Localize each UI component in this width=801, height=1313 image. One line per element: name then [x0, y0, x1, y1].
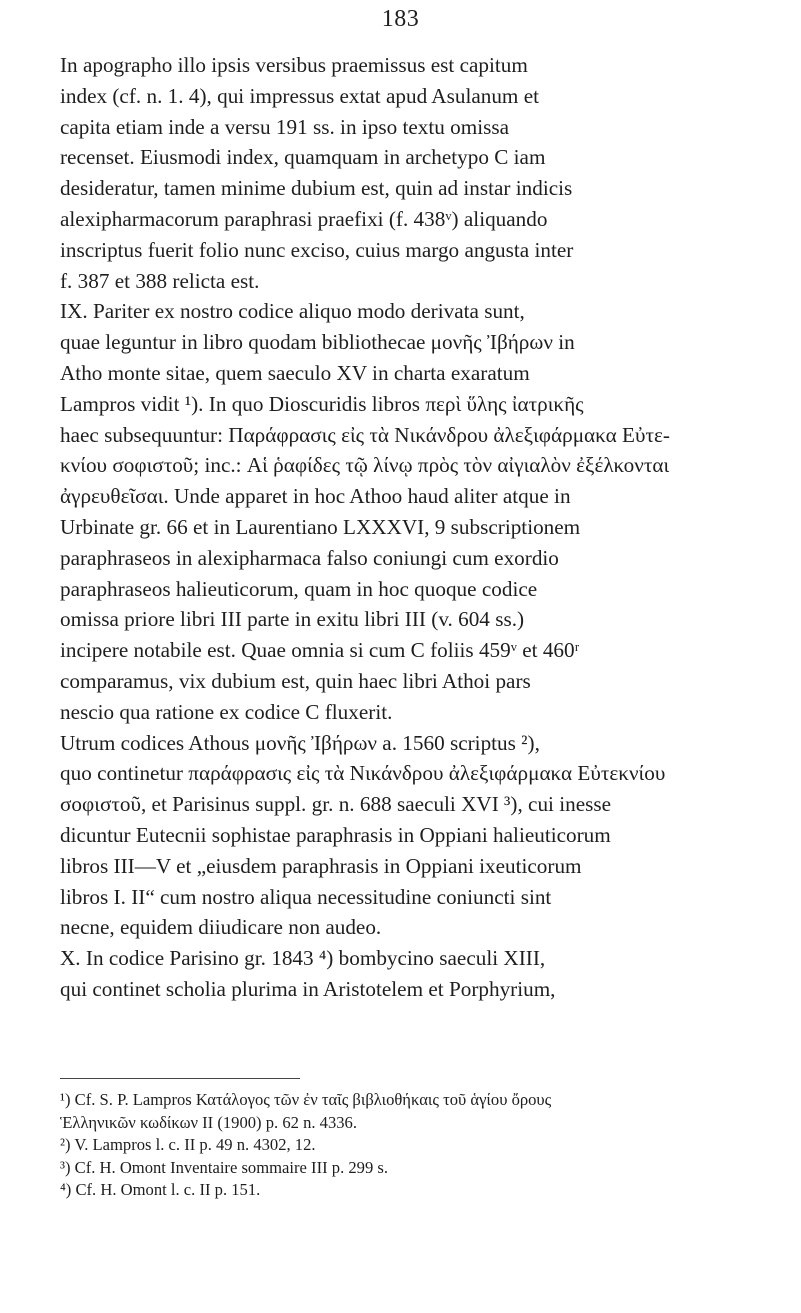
footnote-line: ¹) Cf. S. P. Lampros Κατάλογος τῶν ἐν ταῖς βιβλιοθήκαις τοῦ ἁγίου ὄρους — [60, 1090, 552, 1109]
text-line: quae leguntur in libro quodam bibliothecae μονῆς Ἰβήρων in — [60, 330, 575, 355]
text-line: libros I. II“ cum nostro aliqua necessitudine coniuncti sint — [60, 884, 552, 909]
text-line: σοφιστοῦ, et Parisinus suppl. gr. n. 688 saeculi XVI ³), cui inesse — [60, 792, 612, 817]
text-line: alexipharmacorum paraphrasi praefixi (f. 438ᵛ) aliquando — [60, 206, 548, 231]
paragraph-3 — [60, 728, 760, 944]
text-line: necne, equidem diiudicare non audeo. — [60, 915, 382, 940]
text-line: qui continet scholia plurima in Aristotelem et Porphyrium, — [60, 976, 556, 1001]
text-line: desideratur, tamen minime dubium est, quin ad instar indicis — [60, 176, 573, 201]
paragraph-1 — [60, 50, 760, 296]
text-line: Utrum codices Athous μονῆς Ἰβήρων a. 1560 scriptus ²), — [60, 730, 540, 755]
text-line: Atho monte sitae, quem saeculo XV in charta exaratum — [60, 360, 530, 385]
text-line: κνίου σοφιστοῦ; inc.: Αἱ ῥαφίδες τῷ λίνῳ πρὸς τὸν αἰγιαλὸν ἐξέλκονται — [60, 453, 670, 478]
text-line: X. In codice Parisino gr. 1843 ⁴) bombycino saeculi XIII, — [60, 946, 546, 971]
footnote-line: ⁴) Cf. H. Omont l. c. II p. 151. — [60, 1180, 261, 1199]
footnotes — [60, 1089, 760, 1202]
footnote-line: Ἑλληνικῶν κωδίκων II (1900) p. 62 n. 4336. — [60, 1112, 358, 1132]
text-line: In apographo illo ipsis versibus praemissus est capitum — [60, 53, 528, 77]
footnote-line: ²) V. Lampros l. c. II p. 49 n. 4302, 12. — [60, 1135, 316, 1154]
text-line: Lampros vidit ¹). In quo Dioscuridis libros περὶ ὕλης ἰατρικῆς — [60, 391, 584, 416]
text-line: dicuntur Eutecnii sophistae paraphrasis in Oppiani halieuticorum — [60, 822, 611, 847]
text-line: index (cf. n. 1. 4), qui impressus extat apud Asulanum et — [60, 83, 539, 108]
text-line: paraphraseos halieuticorum, quam in hoc quoque codice — [60, 576, 538, 601]
text-line: recenset. Eiusmodi index, quamquam in archetypo C iam — [60, 145, 546, 170]
text-line: capita etiam inde a versu 191 ss. in ipso textu omissa — [60, 114, 509, 139]
text-line: quo continetur παράφρασις εἰς τὰ Νικάνδρου ἀλεξιφάρμακα Εὐτεκνίου — [60, 761, 666, 786]
text-line: inscriptus fuerit folio nunc exciso, cuius margo angusta inter — [60, 237, 574, 262]
text-line: nescio qua ratione ex codice C fluxerit. — [60, 699, 393, 724]
footnote-divider — [60, 1078, 300, 1079]
text-line: incipere notabile est. Quae omnia si cum C foliis 459ᵛ et 460ʳ — [60, 638, 580, 663]
paragraph-4 — [60, 943, 760, 1005]
text-line: IX. Pariter ex nostro codice aliquo modo derivata sunt, — [60, 299, 525, 324]
text-line: ἀγρευθεῖσαι. Unde apparet in hoc Athoo haud aliter atque in — [60, 484, 571, 509]
body-text — [60, 50, 760, 1005]
page-number: 183 — [381, 6, 420, 32]
text-line: paraphraseos in alexipharmaca falso coniungi cum exordio — [60, 545, 559, 570]
footnote-line: ³) Cf. H. Omont Inventaire sommaire III p. 299 s. — [60, 1157, 389, 1177]
text-line: comparamus, vix dubium est, quin haec libri Athoi pars — [60, 668, 531, 693]
text-line: libros III—V et „eiusdem paraphrasis in Oppiani ixeuticorum — [60, 853, 582, 878]
text-line: f. 387 et 388 relicta est. — [60, 268, 260, 293]
text-line: Urbinate gr. 66 et in Laurentiano LXXXVI, 9 subscriptionem — [60, 514, 581, 539]
text-line: omissa priore libri III parte in exitu libri III (v. 604 ss.) — [60, 607, 525, 632]
text-line: haec subsequuntur: Παράφρασις εἰς τὰ Νικάνδρου ἀλεξιφάρμακα Εὐτε- — [60, 422, 670, 447]
paragraph-2 — [60, 296, 760, 727]
